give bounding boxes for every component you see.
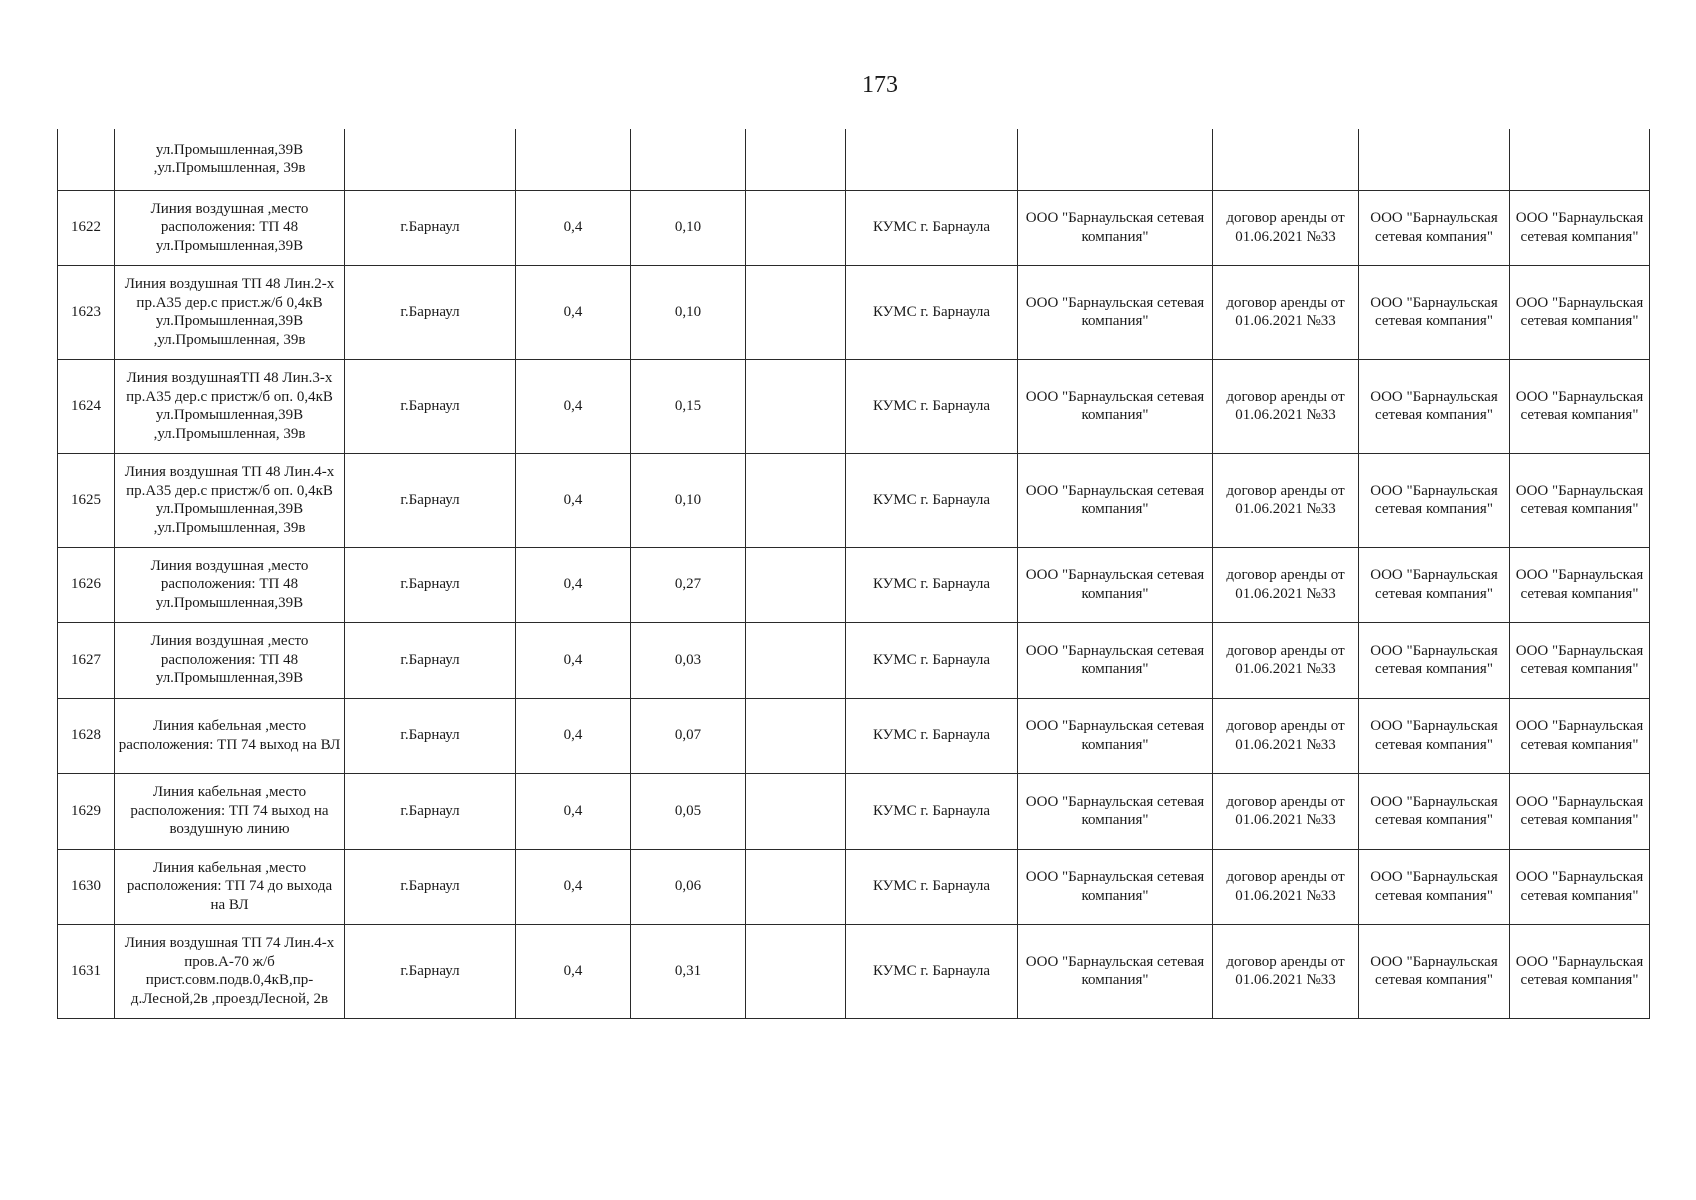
cell-owner: КУМС г. Барнаула xyxy=(846,359,1018,453)
cell-contract: договор аренды от 01.06.2021 №33 xyxy=(1213,190,1359,265)
table-row xyxy=(58,698,1650,773)
cell-extra xyxy=(746,265,846,359)
cell-length: 0,06 xyxy=(631,849,746,924)
cell-operator: ООО "Барнаульская сетевая компания" xyxy=(1359,849,1510,924)
cell-voltage xyxy=(516,129,631,190)
cell-voltage: 0,4 xyxy=(516,359,631,453)
cell-extra xyxy=(746,773,846,849)
cell-id: 1629 xyxy=(58,773,115,849)
cell-holder xyxy=(1018,129,1213,190)
cell-holder: ООО "Барнаульская сетевая компания" xyxy=(1018,190,1213,265)
cell-holder: ООО "Барнаульская сетевая компания" xyxy=(1018,773,1213,849)
cell-operator2: ООО "Барнаульская сетевая компания" xyxy=(1510,924,1650,1018)
cell-length: 0,15 xyxy=(631,359,746,453)
cell-id: 1624 xyxy=(58,359,115,453)
table-row xyxy=(58,849,1650,924)
cell-operator xyxy=(1359,129,1510,190)
cell-voltage: 0,4 xyxy=(516,698,631,773)
cell-extra xyxy=(746,359,846,453)
cell-holder: ООО "Барнаульская сетевая компания" xyxy=(1018,453,1213,547)
cell-length: 0,10 xyxy=(631,190,746,265)
cell-voltage: 0,4 xyxy=(516,453,631,547)
cell-length: 0,07 xyxy=(631,698,746,773)
cell-city: г.Барнаул xyxy=(345,190,516,265)
cell-id: 1628 xyxy=(58,698,115,773)
cell-description: Линия воздушная ТП 48 Лин.4-х пр.А35 дер.с пристж/б оп. 0,4кВ ул.Промышленная,39В ,ул.Промышленная, 39в xyxy=(115,453,345,547)
cell-length: 0,27 xyxy=(631,547,746,622)
table-row xyxy=(58,547,1650,622)
cell-contract xyxy=(1213,129,1359,190)
cell-extra xyxy=(746,849,846,924)
cell-id: 1630 xyxy=(58,849,115,924)
cell-extra xyxy=(746,453,846,547)
cell-extra xyxy=(746,547,846,622)
cell-id: 1622 xyxy=(58,190,115,265)
cell-contract: договор аренды от 01.06.2021 №33 xyxy=(1213,547,1359,622)
cell-extra xyxy=(746,129,846,190)
cell-owner: КУМС г. Барнаула xyxy=(846,547,1018,622)
cell-owner: КУМС г. Барнаула xyxy=(846,773,1018,849)
cell-city: г.Барнаул xyxy=(345,453,516,547)
cell-operator2: ООО "Барнаульская сетевая компания" xyxy=(1510,773,1650,849)
cell-voltage: 0,4 xyxy=(516,622,631,698)
cell-contract: договор аренды от 01.06.2021 №33 xyxy=(1213,359,1359,453)
cell-contract: договор аренды от 01.06.2021 №33 xyxy=(1213,924,1359,1018)
cell-city: г.Барнаул xyxy=(345,359,516,453)
cell-contract: договор аренды от 01.06.2021 №33 xyxy=(1213,622,1359,698)
cell-extra xyxy=(746,698,846,773)
cell-operator: ООО "Барнаульская сетевая компания" xyxy=(1359,265,1510,359)
table-row-continuation xyxy=(58,129,1650,190)
cell-operator2 xyxy=(1510,129,1650,190)
table-row xyxy=(58,924,1650,1018)
cell-length xyxy=(631,129,746,190)
cell-voltage: 0,4 xyxy=(516,924,631,1018)
cell-owner: КУМС г. Барнаула xyxy=(846,265,1018,359)
cell-length: 0,03 xyxy=(631,622,746,698)
cell-contract: договор аренды от 01.06.2021 №33 xyxy=(1213,849,1359,924)
cell-id: 1626 xyxy=(58,547,115,622)
cell-id: 1631 xyxy=(58,924,115,1018)
table-row xyxy=(58,773,1650,849)
cell-operator2: ООО "Барнаульская сетевая компания" xyxy=(1510,453,1650,547)
cell-operator2: ООО "Барнаульская сетевая компания" xyxy=(1510,849,1650,924)
cell-contract: договор аренды от 01.06.2021 №33 xyxy=(1213,698,1359,773)
cell-operator: ООО "Барнаульская сетевая компания" xyxy=(1359,453,1510,547)
cell-owner xyxy=(846,129,1018,190)
cell-id: 1623 xyxy=(58,265,115,359)
cell-description: Линия воздушная ,место расположения: ТП 48 ул.Промышленная,39В xyxy=(115,547,345,622)
table-row xyxy=(58,359,1650,453)
cell-holder: ООО "Барнаульская сетевая компания" xyxy=(1018,359,1213,453)
cell-length: 0,31 xyxy=(631,924,746,1018)
cell-length: 0,05 xyxy=(631,773,746,849)
cell-description: Линия воздушная ТП 48 Лин.2-х пр.А35 дер.с прист.ж/б 0,4кВ ул.Промышленная,39В ,ул.Промышленная, 39в xyxy=(115,265,345,359)
cell-extra xyxy=(746,190,846,265)
cell-voltage: 0,4 xyxy=(516,849,631,924)
table-row xyxy=(58,453,1650,547)
cell-contract: договор аренды от 01.06.2021 №33 xyxy=(1213,773,1359,849)
cell-city: г.Барнаул xyxy=(345,849,516,924)
cell-holder: ООО "Барнаульская сетевая компания" xyxy=(1018,924,1213,1018)
cell-description: Линия воздушная ТП 74 Лин.4-х пров.А-70 ж/б прист.совм.подв.0,4кВ,пр-д.Лесной,2в ,проездЛесной, 2в xyxy=(115,924,345,1018)
cell-operator: ООО "Барнаульская сетевая компания" xyxy=(1359,698,1510,773)
cell-operator2: ООО "Барнаульская сетевая компания" xyxy=(1510,622,1650,698)
cell-length: 0,10 xyxy=(631,453,746,547)
cell-operator: ООО "Барнаульская сетевая компания" xyxy=(1359,359,1510,453)
cell-operator2: ООО "Барнаульская сетевая компания" xyxy=(1510,698,1650,773)
cell-city: г.Барнаул xyxy=(345,924,516,1018)
cell-holder: ООО "Барнаульская сетевая компания" xyxy=(1018,547,1213,622)
cell-voltage: 0,4 xyxy=(516,773,631,849)
cell-operator: ООО "Барнаульская сетевая компания" xyxy=(1359,924,1510,1018)
cell-owner: КУМС г. Барнаула xyxy=(846,190,1018,265)
cell-operator2: ООО "Барнаульская сетевая компания" xyxy=(1510,265,1650,359)
cell-id: 1627 xyxy=(58,622,115,698)
cell-owner: КУМС г. Барнаула xyxy=(846,849,1018,924)
cell-owner: КУМС г. Барнаула xyxy=(846,622,1018,698)
cell-description: Линия кабельная ,место расположения: ТП 74 до выхода на ВЛ xyxy=(115,849,345,924)
cell-description: Линия кабельная ,место расположения: ТП 74 выход на воздушную линию xyxy=(115,773,345,849)
cell-operator2: ООО "Барнаульская сетевая компания" xyxy=(1510,190,1650,265)
cell-holder: ООО "Барнаульская сетевая компания" xyxy=(1018,849,1213,924)
cell-extra xyxy=(746,924,846,1018)
cell-description: Линия воздушная ,место расположения: ТП 48 ул.Промышленная,39В xyxy=(115,622,345,698)
page-number: 173 xyxy=(862,72,898,98)
cell-city: г.Барнаул xyxy=(345,698,516,773)
table-row xyxy=(58,190,1650,265)
cell-voltage: 0,4 xyxy=(516,190,631,265)
cell-id: 1625 xyxy=(58,453,115,547)
cell-operator2: ООО "Барнаульская сетевая компания" xyxy=(1510,359,1650,453)
table-row xyxy=(58,265,1650,359)
cell-operator2: ООО "Барнаульская сетевая компания" xyxy=(1510,547,1650,622)
cell-contract: договор аренды от 01.06.2021 №33 xyxy=(1213,453,1359,547)
cell-city xyxy=(345,129,516,190)
cell-owner: КУМС г. Барнаула xyxy=(846,453,1018,547)
cell-holder: ООО "Барнаульская сетевая компания" xyxy=(1018,622,1213,698)
registry-table xyxy=(57,129,1650,1019)
cell-description: Линия воздушнаяТП 48 Лин.3-х пр.А35 дер.с пристж/б оп. 0,4кВ ул.Промышленная,39В ,ул.Промышленная, 39в xyxy=(115,359,345,453)
cell-description: Линия воздушная ,место расположения: ТП 48 ул.Промышленная,39В xyxy=(115,190,345,265)
cell-city: г.Барнаул xyxy=(345,622,516,698)
registry-table-body xyxy=(58,129,1650,1018)
cell-contract: договор аренды от 01.06.2021 №33 xyxy=(1213,265,1359,359)
cell-city: г.Барнаул xyxy=(345,265,516,359)
cell-holder: ООО "Барнаульская сетевая компания" xyxy=(1018,698,1213,773)
cell-operator: ООО "Барнаульская сетевая компания" xyxy=(1359,622,1510,698)
cell-description: ул.Промышленная,39В ,ул.Промышленная, 39в xyxy=(115,129,345,190)
cell-owner: КУМС г. Барнаула xyxy=(846,924,1018,1018)
cell-description: Линия кабельная ,место расположения: ТП 74 выход на ВЛ xyxy=(115,698,345,773)
cell-holder: ООО "Барнаульская сетевая компания" xyxy=(1018,265,1213,359)
cell-voltage: 0,4 xyxy=(516,547,631,622)
cell-operator: ООО "Барнаульская сетевая компания" xyxy=(1359,190,1510,265)
cell-id xyxy=(58,129,115,190)
cell-city: г.Барнаул xyxy=(345,773,516,849)
cell-voltage: 0,4 xyxy=(516,265,631,359)
cell-operator: ООО "Барнаульская сетевая компания" xyxy=(1359,547,1510,622)
cell-owner: КУМС г. Барнаула xyxy=(846,698,1018,773)
cell-extra xyxy=(746,622,846,698)
cell-operator: ООО "Барнаульская сетевая компания" xyxy=(1359,773,1510,849)
table-row xyxy=(58,622,1650,698)
cell-length: 0,10 xyxy=(631,265,746,359)
cell-city: г.Барнаул xyxy=(345,547,516,622)
